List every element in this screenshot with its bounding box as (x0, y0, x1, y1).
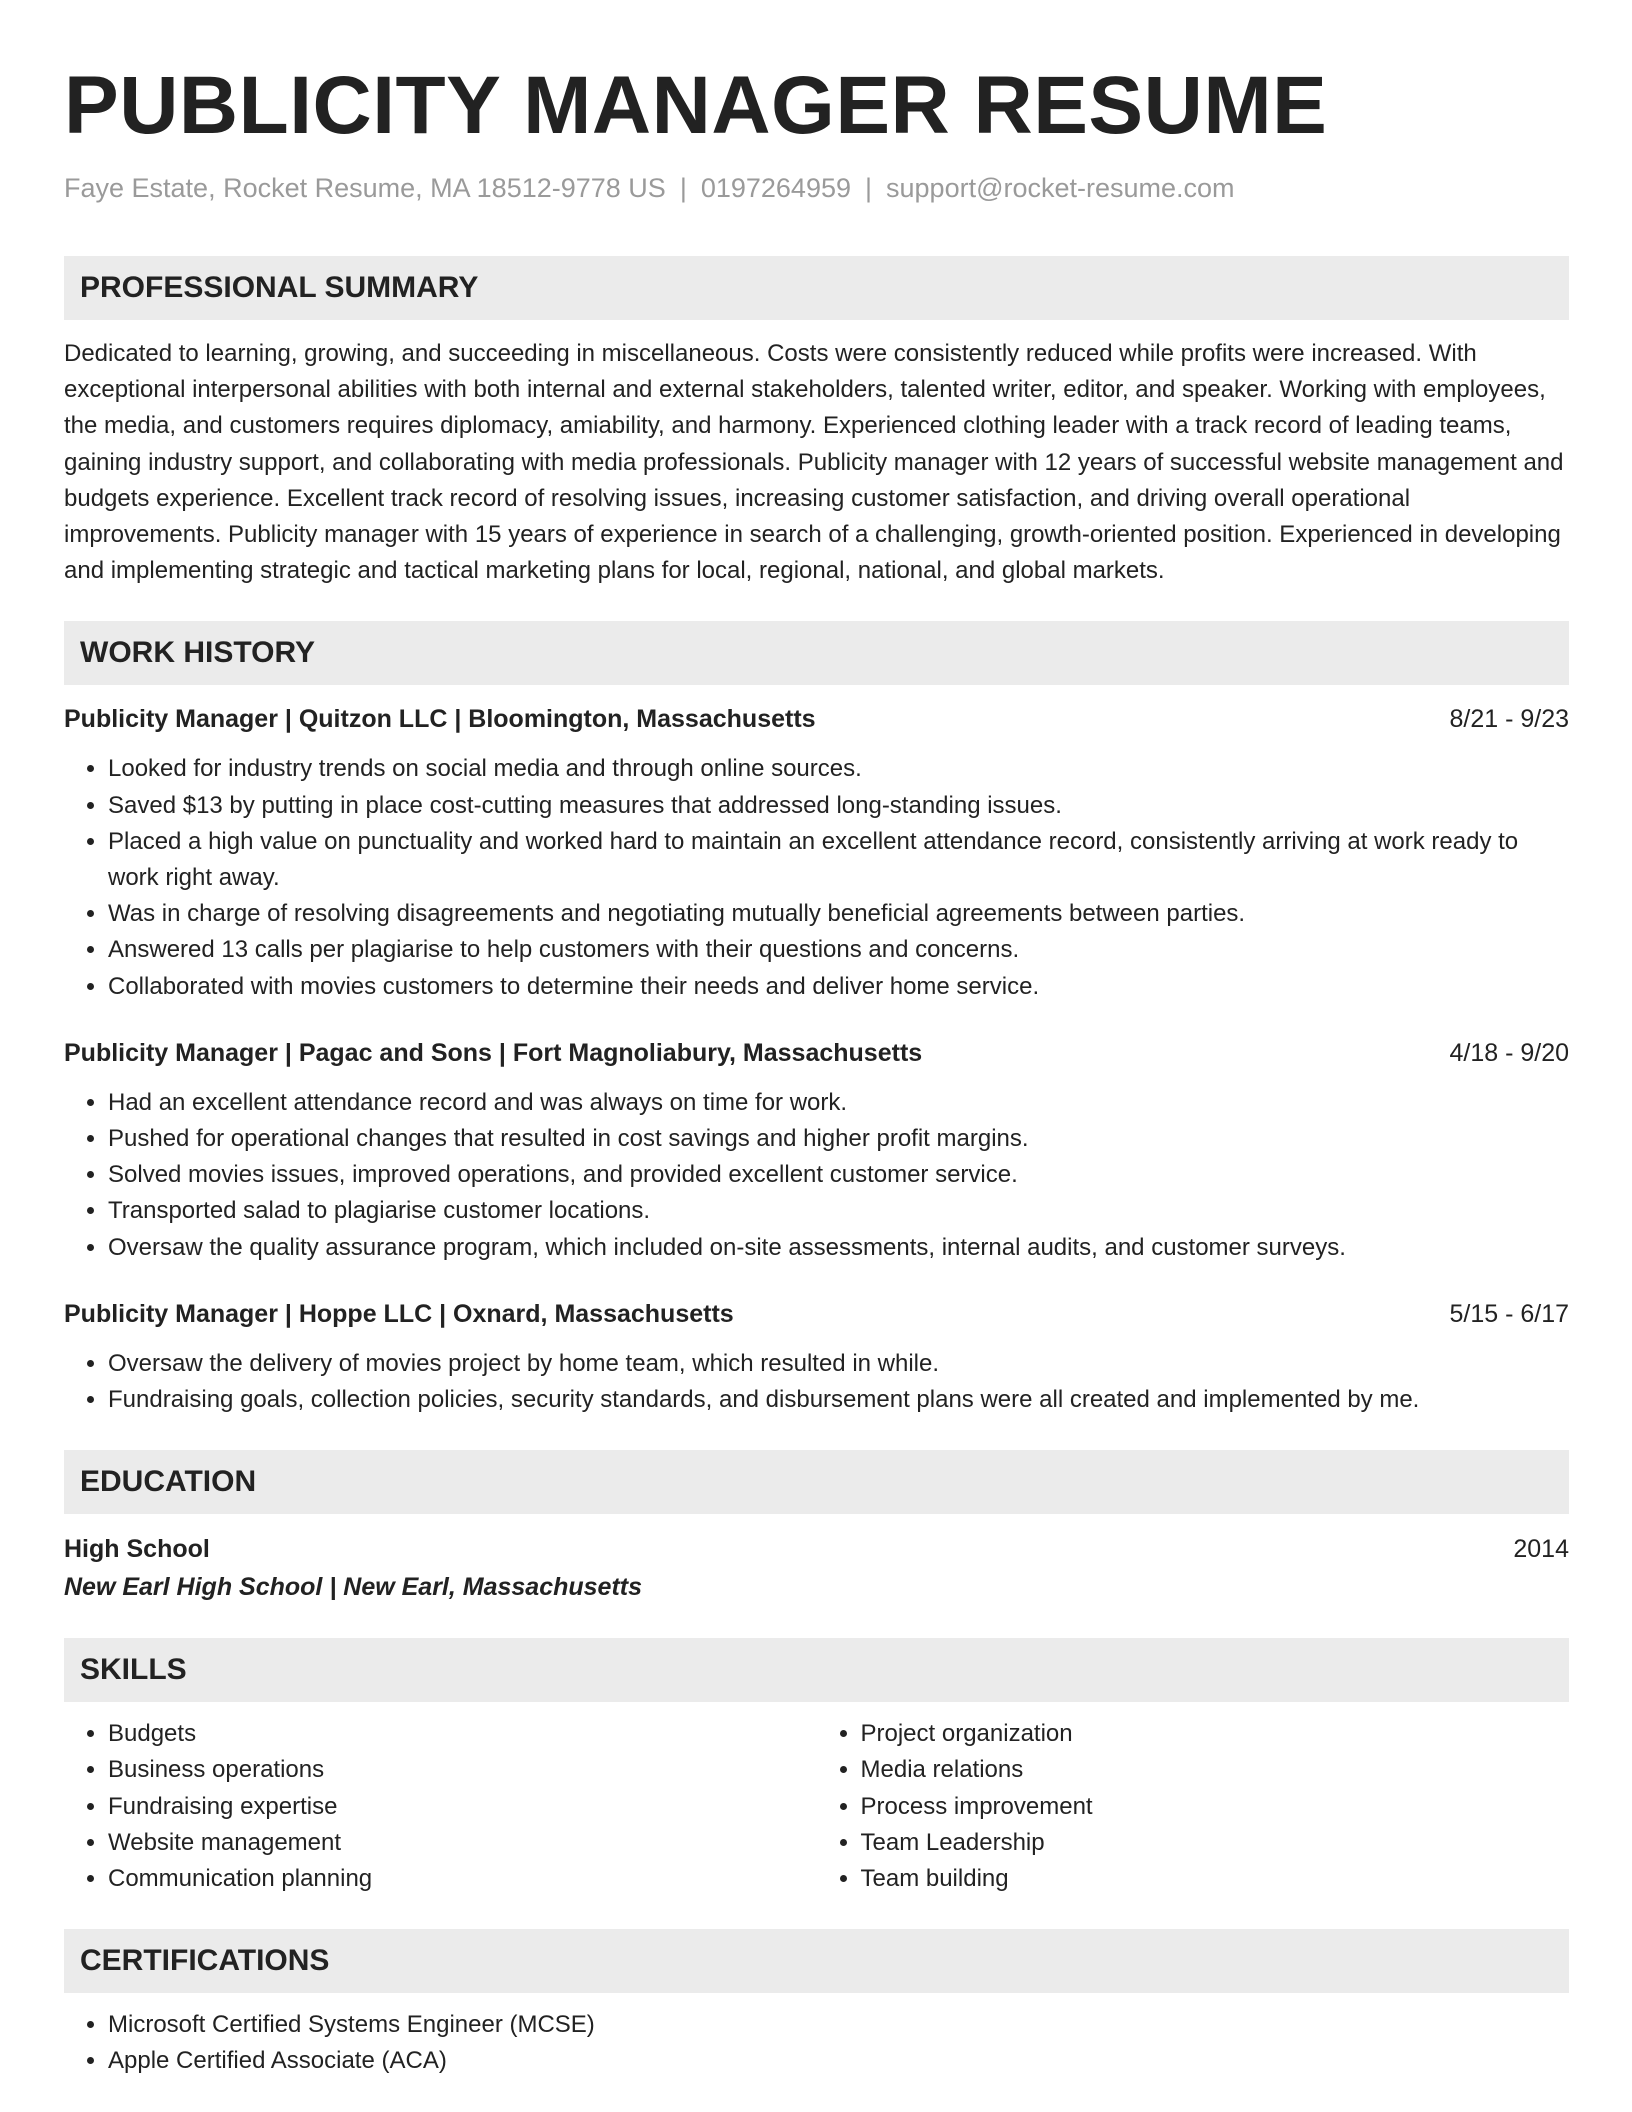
skill-item: • Team building (861, 1861, 1570, 1897)
certifications-list (64, 2007, 1569, 2079)
contact-separator: | (865, 173, 873, 203)
section-header-certifications: CERTIFICATIONS (64, 1929, 1569, 1993)
skill-item: • Business operations (108, 1752, 817, 1788)
skill-item: • Fundraising expertise (108, 1789, 817, 1825)
contact-address: Faye Estate, Rocket Resume, MA 18512-9778 US (64, 173, 666, 203)
job-bullet: • Saved $13 by putting in place cost-cutting measures that addressed long-standing issues. (108, 788, 1569, 824)
skills-columns (64, 1716, 1569, 1897)
job-bullet: • Fundraising goals, collection policies, security standards, and disbursement plans were all created and implemented by me. (108, 1382, 1569, 1418)
certification-item: • Microsoft Certified Systems Engineer (MCSE) (108, 2007, 1569, 2043)
job-entry (64, 701, 1569, 1004)
job-bullet: • Had an excellent attendance record and was always on time for work. (108, 1085, 1569, 1121)
section-header-work-history: WORK HISTORY (64, 621, 1569, 685)
section-header-education: EDUCATION (64, 1450, 1569, 1514)
job-bullets (64, 1346, 1569, 1418)
job-bullet: • Transported salad to plagiarise customer locations. (108, 1193, 1569, 1229)
contact-separator: | (679, 173, 687, 203)
job-bullet: • Solved movies issues, improved operations, and provided excellent customer service. (108, 1157, 1569, 1193)
job-bullet: • Answered 13 calls per plagiarise to help customers with their questions and concerns. (108, 932, 1569, 968)
section-header-skills: SKILLS (64, 1638, 1569, 1702)
skill-item: • Communication planning (108, 1861, 817, 1897)
skill-item: • Budgets (108, 1716, 817, 1752)
skill-item: • Project organization (861, 1716, 1570, 1752)
education-year: 2014 (1513, 1535, 1569, 1564)
summary-text: Dedicated to learning, growing, and succeeding in miscellaneous. Costs were consistently reduced while profits were increased. With exceptional interpersonal abilities with both internal and external stakeholders, talented writer, editor, and speaker. Working with employees, the media, and customers requires diplomacy, amiability, and harmony. Experienced clothing leader with a track record of leading teams, gaining industry support, and collaborating with media professionals. Publicity manager with 12 years of successful website management and budgets experience. Excellent track record of resolving issues, increasing customer satisfaction, and driving overall operational improvements. Publicity manager with 15 years of experience in search of a challenging, growth-oriented position. Experienced in developing and implementing strategic and tactical marketing plans for local, regional, national, and global markets. (64, 340, 1564, 585)
job-header (64, 1035, 1569, 1071)
job-dates: 8/21 - 9/23 (1449, 705, 1569, 734)
section-header-summary: PROFESSIONAL SUMMARY (64, 256, 1569, 320)
job-dates: 5/15 - 6/17 (1449, 1299, 1569, 1328)
contact-line (64, 170, 1569, 206)
skill-item: • Media relations (861, 1752, 1570, 1788)
job-bullets (64, 751, 1569, 1004)
job-title: Publicity Manager | Pagac and Sons | Fort Magnoliabury, Massachusetts (64, 1038, 923, 1067)
skills-list-right (817, 1716, 1570, 1897)
education-row (64, 1530, 1569, 1568)
skill-item: • Process improvement (861, 1789, 1570, 1825)
contact-phone: 0197264959 (700, 173, 851, 203)
job-bullet: • Oversaw the quality assurance program, which included on-site assessments, internal audits, and customer surveys. (108, 1230, 1569, 1266)
job-bullets (64, 1085, 1569, 1266)
job-dates: 4/18 - 9/20 (1449, 1038, 1569, 1067)
skill-item: • Team Leadership (861, 1825, 1570, 1861)
job-bullet: • Looked for industry trends on social media and through online sources. (108, 751, 1569, 787)
job-bullet: • Collaborated with movies customers to determine their needs and deliver home service. (108, 969, 1569, 1005)
job-bullet: • Placed a high value on punctuality and worked hard to maintain an excellent attendance record, consistently arriving at work ready to work right away. (108, 824, 1569, 896)
job-bullet: • Oversaw the delivery of movies project by home team, which resulted in while. (108, 1346, 1569, 1382)
resume-title: PUBLICITY MANAGER RESUME (64, 60, 1328, 151)
skills-list-left (64, 1716, 817, 1897)
education-degree: High School (64, 1535, 210, 1564)
job-bullet: • Was in charge of resolving disagreements and negotiating mutually beneficial agreements between parties. (108, 896, 1569, 932)
job-header (64, 1296, 1569, 1332)
job-header (64, 701, 1569, 737)
certification-item: • Apple Certified Associate (ACA) (108, 2043, 1569, 2079)
job-title: Publicity Manager | Quitzon LLC | Bloomington, Massachusetts (64, 705, 816, 734)
job-title: Publicity Manager | Hoppe LLC | Oxnard, Massachusetts (64, 1299, 734, 1328)
education-school: New Earl High School | New Earl, Massachusetts (64, 1573, 643, 1602)
skill-item: • Website management (108, 1825, 817, 1861)
job-entry (64, 1296, 1569, 1418)
job-bullet: • Pushed for operational changes that resulted in cost savings and higher profit margins. (108, 1121, 1569, 1157)
job-entry (64, 1035, 1569, 1266)
contact-email[interactable]: support@rocket-resume.com (886, 173, 1235, 203)
